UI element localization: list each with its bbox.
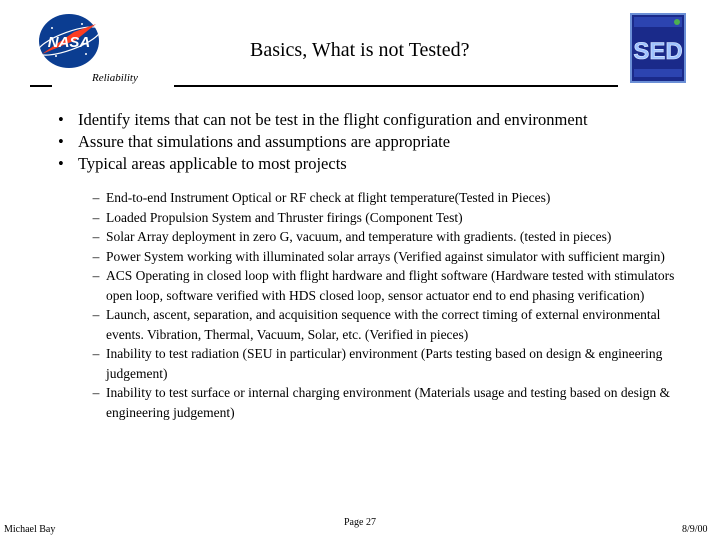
bullet-marker: • [58, 110, 64, 129]
bullet-item [58, 153, 698, 175]
sub-item-text: Inability to test surface or internal charging environment (Materials usage and testing based on design & engineering judgement) [106, 385, 670, 420]
bullet-text: Typical areas applicable to most projects [78, 154, 347, 173]
dash-marker: – [92, 385, 100, 400]
sub-item [86, 208, 686, 228]
bullet-text: Identify items that can not be test in the flight configuration and environment [78, 110, 588, 129]
bullet-item [58, 109, 698, 131]
bullet-list [58, 109, 698, 175]
sub-item-text: Solar Array deployment in zero G, vacuum, and temperature with gradients. (tested in pieces) [106, 229, 612, 244]
nasa-logo [34, 10, 104, 72]
footer-date: 8/9/00 [682, 524, 708, 535]
sub-item-text: Loaded Propulsion System and Thruster firings (Component Test) [106, 209, 463, 225]
sub-item [86, 266, 686, 305]
slide-subtitle: Reliability [92, 72, 138, 84]
sub-item [86, 247, 686, 267]
bullet-marker: • [58, 154, 64, 173]
sub-item [86, 305, 686, 344]
dash-marker: – [92, 346, 100, 361]
footer-author: Michael Bay [4, 524, 56, 535]
sub-item [86, 227, 686, 247]
bullet-text: Assure that simulations and assumptions are appropriate [78, 132, 451, 151]
header-rule-left [30, 85, 52, 87]
sed-logo-text: SED [633, 38, 683, 65]
sub-item [86, 188, 686, 208]
nasa-logo-text: NASA [47, 34, 91, 51]
sub-item-text: Inability to test radiation (SEU in particular) environment (Parts testing based on design & engineering judgement) [106, 346, 663, 381]
sub-item-text: Power System working with illuminated solar arrays (Verified against simulator with sufficient margin) [106, 248, 665, 264]
sub-item-text: End-to-end Instrument Optical or RF check at flight temperature(Tested in Pieces) [106, 190, 551, 205]
dash-marker: – [92, 229, 100, 244]
header-rule-right [174, 85, 618, 87]
dash-marker: – [92, 190, 100, 205]
slide-title: Basics, What is not Tested? [250, 39, 470, 61]
dash-marker: – [92, 307, 100, 322]
sed-logo [630, 13, 686, 83]
dash-marker: – [92, 268, 100, 283]
sub-item-text: ACS Operating in closed loop with flight hardware and flight software (Hardware tested with stimulators open loop, software verified with HDS closed loop, sensor actuator end to end phasing verification) [106, 268, 675, 303]
bullet-marker: • [58, 132, 64, 151]
sub-item [86, 344, 686, 383]
sub-item-text: Launch, ascent, separation, and acquisition sequence with the correct timing of external environmental events. Vibration, Thermal, Vacuum, Solar, etc. (Verified in pieces) [106, 307, 661, 342]
sub-item-list [86, 188, 686, 422]
sub-item [86, 383, 686, 422]
dash-marker: – [92, 209, 100, 225]
bullet-item [58, 131, 698, 153]
footer-page-number: Page 27 [344, 517, 376, 528]
dash-marker: – [92, 248, 100, 264]
